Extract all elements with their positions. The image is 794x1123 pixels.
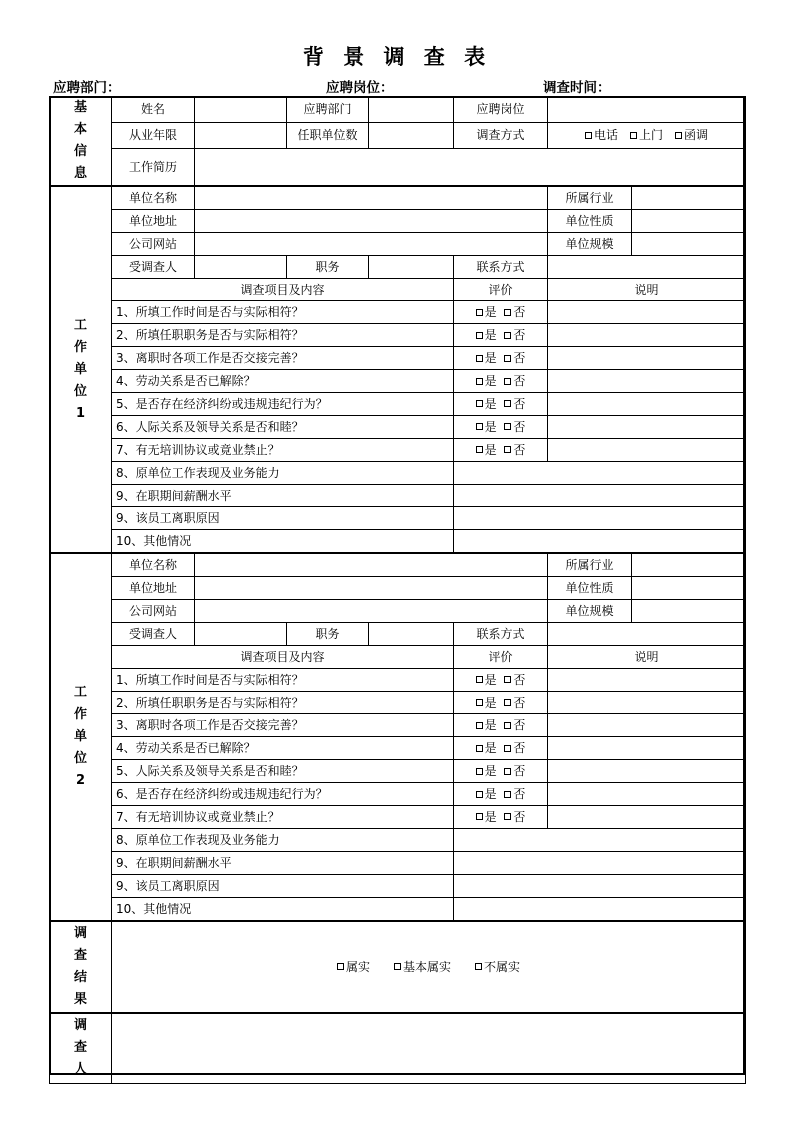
u2-eval-header: 评价 [454, 645, 548, 668]
u2-respondent-field[interactable] [195, 622, 287, 645]
u1-open-row [50, 530, 746, 553]
question-text: 1、所填工作时间是否与实际相符？ [112, 668, 454, 691]
checkbox-icon [504, 699, 511, 706]
note-field[interactable] [548, 760, 746, 783]
u1-note-header: 说明 [548, 278, 746, 301]
checkbox-icon [476, 813, 483, 820]
result-option-true[interactable]: 属实 [337, 961, 370, 973]
yes-no-choice[interactable]: 是 否 [454, 714, 548, 737]
u1-scale-label: 单位规模 [548, 232, 632, 255]
yes-no-choice[interactable]: 是 否 [454, 806, 548, 829]
open-item-text: 9、在职期间薪酬水平 [112, 484, 454, 507]
u1-question-row [50, 324, 746, 347]
checkbox-icon [504, 791, 511, 798]
checkbox-icon [476, 309, 483, 316]
checkbox-icon [337, 963, 344, 970]
name-label: 姓名 [112, 97, 195, 123]
checkbox-icon [504, 768, 511, 775]
result-row [50, 921, 746, 1013]
position-label: 应聘岗位 [454, 97, 548, 123]
checkbox-icon [475, 963, 482, 970]
u1-contact-label: 联系方式 [454, 255, 548, 278]
yes-no-choice[interactable]: 是 否 [454, 737, 548, 760]
open-item-text: 9、该员工离职原因 [112, 874, 454, 897]
checkbox-icon [476, 378, 483, 385]
note-field[interactable] [548, 691, 746, 714]
unit2-row-website [50, 600, 746, 623]
checkbox-icon [504, 745, 511, 752]
method-option-letter[interactable]: 函调 [675, 129, 708, 141]
u2-question-row [50, 737, 746, 760]
open-item-text: 9、在职期间薪酬水平 [112, 851, 454, 874]
u1-contact-field[interactable] [548, 255, 746, 278]
u1-company-name-field[interactable] [195, 186, 548, 209]
yes-no-choice[interactable]: 是 否 [454, 668, 548, 691]
history-field[interactable] [195, 148, 746, 186]
u2-nature-label: 单位性质 [548, 577, 632, 600]
checkbox-icon [476, 768, 483, 775]
checkbox-icon [476, 791, 483, 798]
u1-respondent-field[interactable] [195, 255, 287, 278]
u2-contact-field[interactable] [548, 622, 746, 645]
unit1-side-label: 工 作 单 位 1 [50, 186, 112, 553]
checkbox-icon [504, 355, 511, 362]
open-item-text: 10、其他情况 [112, 530, 454, 553]
u2-scale-label: 单位规模 [548, 600, 632, 623]
unit2-row-respondent [50, 622, 746, 645]
basic-row-3 [50, 148, 746, 186]
open-item-text: 10、其他情况 [112, 897, 454, 920]
unit1-row-address [50, 209, 746, 232]
open-item-text: 9、该员工离职原因 [112, 507, 454, 530]
u1-website-field[interactable] [195, 232, 548, 255]
checkbox-icon [394, 963, 401, 970]
yes-no-choice[interactable]: 是 否 [454, 783, 548, 806]
question-text: 6、人际关系及领导关系是否和睦？ [112, 415, 454, 438]
note-field[interactable] [548, 301, 746, 324]
unit2-row-address [50, 577, 746, 600]
survey-time-label: 调查时间： [543, 80, 611, 96]
open-item-field[interactable] [454, 507, 746, 530]
checkbox-icon [504, 676, 511, 683]
method-option-visit[interactable]: 上门 [630, 129, 663, 141]
checkbox-icon [504, 378, 511, 385]
checkbox-icon [476, 400, 483, 407]
yes-no-choice[interactable]: 是 否 [454, 324, 548, 347]
apply-position-label: 应聘岗位： [326, 80, 394, 96]
note-field[interactable] [548, 324, 746, 347]
u1-website-label: 公司网站 [112, 232, 195, 255]
u2-question-row [50, 760, 746, 783]
unit1-row-website [50, 232, 746, 255]
u2-question-row [50, 806, 746, 829]
u2-question-row [50, 783, 746, 806]
background-check-form [49, 96, 746, 1084]
u2-contact-label: 联系方式 [454, 622, 548, 645]
checkbox-icon [476, 355, 483, 362]
question-text: 3、离职时各项工作是否交接完善？ [112, 347, 454, 370]
open-item-field[interactable] [454, 874, 746, 897]
open-item-field[interactable] [454, 897, 746, 920]
result-options [112, 921, 746, 1013]
u1-industry-label: 所属行业 [548, 186, 632, 209]
result-option-mostly-true[interactable]: 基本属实 [394, 961, 451, 973]
u2-nature-field[interactable] [632, 577, 746, 600]
checkbox-icon [504, 400, 511, 407]
dept-field[interactable] [369, 97, 454, 123]
checkbox-icon [585, 132, 592, 139]
u2-scale-field[interactable] [632, 600, 746, 623]
question-text: 7、有无培训协议或竟业禁止？ [112, 806, 454, 829]
u2-question-row [50, 691, 746, 714]
u2-question-row [50, 668, 746, 691]
question-text: 5、人际关系及领导关系是否和睦？ [112, 760, 454, 783]
open-item-field[interactable] [454, 530, 746, 553]
position-field[interactable] [548, 97, 746, 123]
u1-question-row [50, 393, 746, 416]
u1-question-row [50, 415, 746, 438]
u2-website-field[interactable] [195, 600, 548, 623]
u2-question-row [50, 714, 746, 737]
u1-duty-field[interactable] [369, 255, 454, 278]
u2-address-field[interactable] [195, 577, 548, 600]
open-item-text: 8、原单位工作表现及业务能力 [112, 828, 454, 851]
open-item-field[interactable] [454, 461, 746, 484]
yes-no-choice[interactable]: 是 否 [454, 760, 548, 783]
units-count-label: 任职单位数 [287, 122, 369, 148]
open-item-field[interactable] [454, 484, 746, 507]
note-field[interactable] [548, 438, 746, 461]
note-field[interactable] [548, 737, 746, 760]
question-text: 6、是否存在经济纠纷或违规违纪行为？ [112, 783, 454, 806]
unit1-row-respondent [50, 255, 746, 278]
u1-nature-label: 单位性质 [548, 209, 632, 232]
u2-open-row [50, 851, 746, 874]
note-field[interactable] [548, 806, 746, 829]
question-text: 2、所填任职职务是否与实际相符？ [112, 324, 454, 347]
u1-respondent-label: 受调查人 [112, 255, 195, 278]
basic-row-1 [50, 97, 746, 123]
result-side-label: 调 查 结 果 [50, 921, 112, 1013]
dept-label: 应聘部门 [287, 97, 369, 123]
page-title: 背 景 调 查 表 [302, 45, 492, 69]
note-field[interactable] [548, 783, 746, 806]
question-text: 4、劳动关系是否已解除？ [112, 737, 454, 760]
yes-no-choice[interactable]: 是 否 [454, 415, 548, 438]
u1-question-row [50, 301, 746, 324]
u2-duty-label: 职务 [287, 622, 369, 645]
checkbox-icon [476, 332, 483, 339]
method-options [548, 122, 746, 148]
note-field[interactable] [548, 347, 746, 370]
checkbox-icon [476, 676, 483, 683]
result-option-false[interactable]: 不属实 [475, 961, 520, 973]
basic-side-label: 基 本 信 息 [50, 97, 112, 187]
u1-address-label: 单位地址 [112, 209, 195, 232]
checkbox-icon [504, 446, 511, 453]
u2-industry-field[interactable] [632, 553, 746, 576]
question-text: 2、所填任职职务是否与实际相符？ [112, 691, 454, 714]
u1-question-row [50, 438, 746, 461]
u2-company-name-label: 单位名称 [112, 553, 195, 576]
u2-duty-field[interactable] [369, 622, 454, 645]
note-field[interactable] [548, 393, 746, 416]
yes-no-choice[interactable]: 是 否 [454, 393, 548, 416]
question-text: 1、所填工作时间是否与实际相符？ [112, 301, 454, 324]
basic-row-2 [50, 122, 746, 148]
apply-dept-label: 应聘部门： [53, 80, 121, 96]
question-text: 5、是否存在经济纠纷或违规违纪行为？ [112, 393, 454, 416]
name-field[interactable] [195, 97, 287, 123]
checkbox-icon [476, 722, 483, 729]
history-label: 工作简历 [112, 148, 195, 186]
checkbox-icon [476, 446, 483, 453]
unit2-row-company [50, 553, 746, 576]
checkbox-icon [675, 132, 682, 139]
years-field[interactable] [195, 122, 287, 148]
checkbox-icon [476, 423, 483, 430]
note-field[interactable] [548, 714, 746, 737]
open-item-field[interactable] [454, 828, 746, 851]
years-label: 从业年限 [112, 122, 195, 148]
question-text: 7、有无培训协议或竟业禁止？ [112, 438, 454, 461]
checkbox-icon [504, 722, 511, 729]
investigator-field[interactable] [112, 1013, 746, 1084]
method-label: 调查方式 [454, 122, 548, 148]
checkbox-icon [504, 423, 511, 430]
open-item-field[interactable] [454, 851, 746, 874]
u1-industry-field[interactable] [632, 186, 746, 209]
yes-no-choice[interactable]: 是 否 [454, 438, 548, 461]
units-count-field[interactable] [369, 122, 454, 148]
yes-no-choice[interactable]: 是 否 [454, 347, 548, 370]
u2-items-header: 调查项目及内容 [112, 645, 454, 668]
u1-question-row [50, 370, 746, 393]
u2-note-header: 说明 [548, 645, 746, 668]
u1-address-field[interactable] [195, 209, 548, 232]
u1-nature-field[interactable] [632, 209, 746, 232]
u1-items-header: 调查项目及内容 [112, 278, 454, 301]
u1-company-name-label: 单位名称 [112, 186, 195, 209]
u2-industry-label: 所属行业 [548, 553, 632, 576]
u2-company-name-field[interactable] [195, 553, 548, 576]
u1-eval-header: 评价 [454, 278, 548, 301]
note-field[interactable] [548, 668, 746, 691]
unit1-row-headers [50, 278, 746, 301]
method-option-phone[interactable]: 电话 [585, 129, 618, 141]
u2-open-row [50, 897, 746, 920]
checkbox-icon [630, 132, 637, 139]
checkbox-icon [504, 813, 511, 820]
u2-open-row [50, 874, 746, 897]
investigator-row [50, 1013, 746, 1084]
u2-website-label: 公司网站 [112, 600, 195, 623]
checkbox-icon [504, 332, 511, 339]
u1-open-row [50, 461, 746, 484]
u2-address-label: 单位地址 [112, 577, 195, 600]
u1-question-row [50, 347, 746, 370]
investigator-side-label: 调 查 人 [50, 1013, 112, 1084]
checkbox-icon [476, 745, 483, 752]
checkbox-icon [504, 309, 511, 316]
yes-no-choice[interactable]: 是 否 [454, 370, 548, 393]
note-field[interactable] [548, 415, 746, 438]
unit1-row-company [50, 186, 746, 209]
open-item-text: 8、原单位工作表现及业务能力 [112, 461, 454, 484]
u1-open-row [50, 484, 746, 507]
checkbox-icon [476, 699, 483, 706]
u1-duty-label: 职务 [287, 255, 369, 278]
u1-scale-field[interactable] [632, 232, 746, 255]
u2-respondent-label: 受调查人 [112, 622, 195, 645]
question-text: 3、离职时各项工作是否交接完善？ [112, 714, 454, 737]
note-field[interactable] [548, 370, 746, 393]
unit2-row-headers [50, 645, 746, 668]
unit2-side-label: 工 作 单 位 2 [50, 553, 112, 920]
yes-no-choice[interactable]: 是 否 [454, 301, 548, 324]
u2-open-row [50, 828, 746, 851]
question-text: 4、劳动关系是否已解除？ [112, 370, 454, 393]
yes-no-choice[interactable]: 是 否 [454, 691, 548, 714]
u1-open-row [50, 507, 746, 530]
